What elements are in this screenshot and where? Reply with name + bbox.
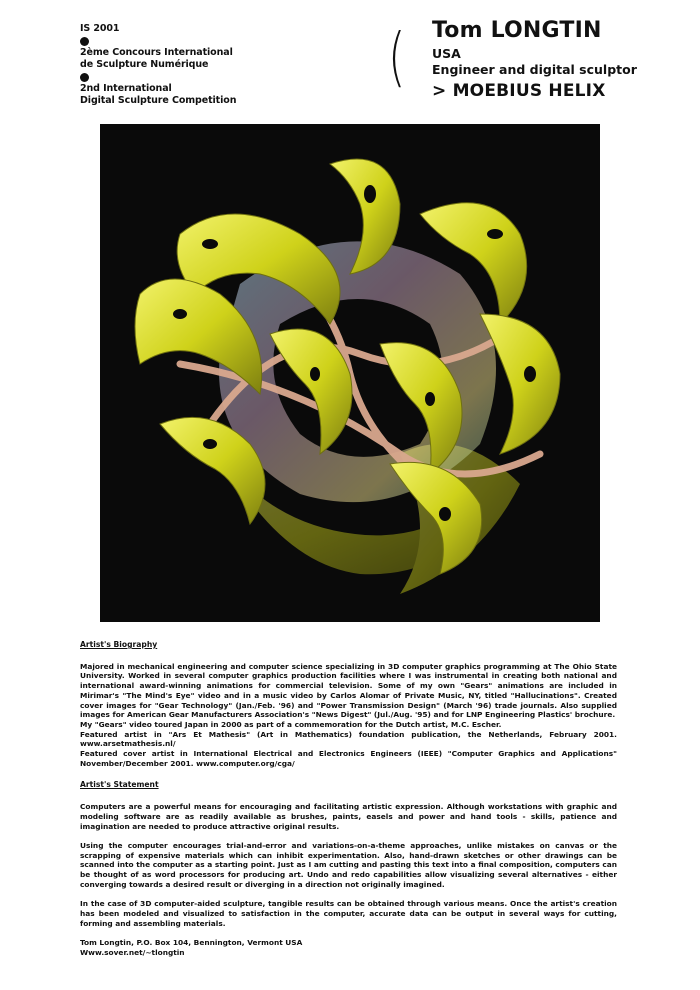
artist-name: Tom LONGTIN	[432, 18, 602, 43]
bullet-dot	[80, 73, 89, 82]
artwork-title: > MOEBIUS HELIX	[432, 81, 606, 101]
statement-paragraph: In the case of 3D computer-aided sculpture, tangible results can be obtained through various means. Once the artist's creation has been modeled and visualized to satisfaction in the computer, accurate data can be output in several ways for cutting, forming and assembling materials.	[80, 899, 617, 928]
biography-paragraph: My "Gears" video toured Japan in 2000 as part of a commemoration for the Dutch artist, M.C. Escher.	[80, 719, 502, 729]
biography-paragraph: Featured cover artist in International Electrical and Electronics Engineers (IEEE) "Computer Graphics and Applications" November/December 2001. www.computer.org/cga/	[80, 749, 617, 768]
artist-role: Engineer and digital sculptor	[432, 62, 637, 77]
artist-country: USA	[432, 46, 461, 61]
event-english-line-1: 2nd International	[80, 83, 172, 94]
open-parenthesis: (	[388, 21, 406, 95]
contact-address: Tom Longtin, P.O. Box 104, Bennington, Vermont USA	[80, 937, 303, 947]
event-english-line-2: Digital Sculpture Competition	[80, 95, 237, 106]
statement-heading: Artist's Statement	[80, 780, 159, 790]
statement-paragraph: Computers are a powerful means for encouraging and facilitating artistic expression. Although workstations with graphic and modeling software are as readily available as brushes, paints, easels and power and hand tools - skills, patience and imagination are needed to produce attractive original results.	[80, 802, 617, 831]
bullet-dot	[80, 37, 89, 46]
event-french-line-1: 2ème Concours International	[80, 47, 233, 58]
biography-paragraph: Featured artist in "Ars Et Mathesis" (Art in Mathematics) foundation publication, the Netherlands, February 2001. www.arsetmathesis.nl/	[80, 729, 617, 749]
biography-heading: Artist's Biography	[80, 640, 158, 649]
event-french-line-2: de Sculpture Numérique	[80, 59, 209, 70]
artwork-image	[100, 124, 600, 622]
moebius-helix-sculpture	[100, 124, 600, 622]
statement-paragraph: Using the computer encourages trial-and-error and variations-on-a-theme approaches, unlike mistakes on canvas or the scrapping of expensive materials which can inhibit experimentation. Also, hand-drawn sketches or other drawings can be scanned into the computer as a starting point. Just as I am cutting and pasting this text into a final composition, computers can be thought of as word processors for producing art. Undo and redo capabilities allow visualizing several alternatives - either converging towards a desired result or diverging in a direction not originally imagined.	[80, 840, 617, 889]
text-body	[80, 640, 617, 957]
event-header	[80, 23, 270, 107]
event-code: IS 2001	[80, 23, 120, 34]
artist-header	[432, 16, 692, 103]
contact-web: Www.sover.net/~tlongtin	[80, 947, 185, 957]
biography-paragraph: Majored in mechanical engineering and computer science specializing in 3D computer graphics programming at The Ohio State University. Worked in several computer graphics production facilities where I was instrumental in creating both national and international award-winning animations for commercial television. Some of my own "Gears" animations are included in Mirimar's "The Mind's Eye" video and in a music video by Carlos Alomar of Private Music, NY, titled "Hallucinations". Created cover images for "Gear Technology" (Jan./Feb. '96) and "Power Transmission Design" (March '96) trade journals. Also supplied images for American Gear Manufacturers Association's "News Digest" (Jul./Aug. '95) and for LNP Engineering Plastics' brochure.	[80, 661, 617, 720]
